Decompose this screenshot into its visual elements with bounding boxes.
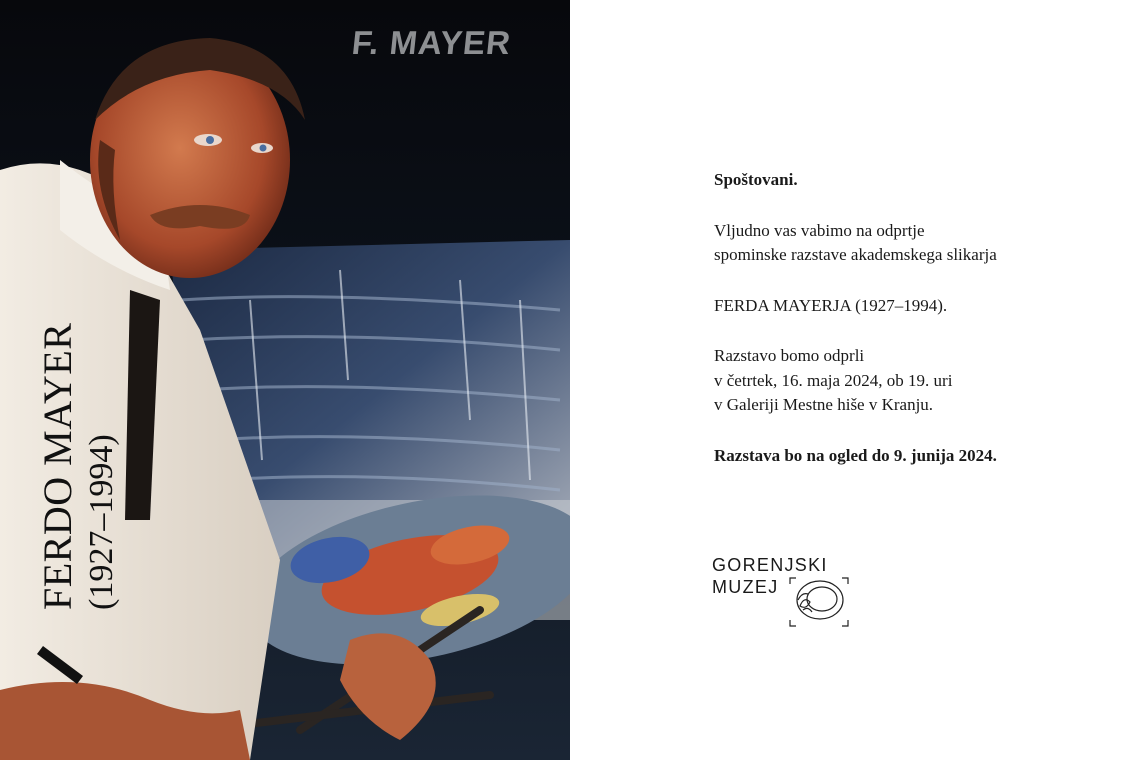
logo-line-1: GORENJSKI	[712, 555, 828, 575]
greeting: Spoštovani.	[714, 170, 798, 189]
artist-name: FERDO MAYER	[35, 322, 80, 610]
invitation-text	[714, 168, 1114, 468]
artist-years: (1927–1994)	[83, 434, 120, 610]
artist-title	[35, 190, 122, 610]
artist-line: FERDA MAYERJA (1927–1994).	[714, 295, 948, 315]
closing-line: Razstava bo na ogled do 9. junija 2024.	[714, 445, 997, 465]
opening-line-1: Razstavo bomo odprli	[714, 346, 865, 365]
logo-line-2: MUZEJ	[712, 577, 779, 597]
ring-emblem-icon	[788, 576, 850, 628]
opening-line-3: v Galeriji Mestne hiše v Kranju.	[714, 395, 934, 414]
opening-line-2: v četrtek, 16. maja 2024, ob 19. uri	[714, 370, 953, 390]
intro-line-1: Vljudno vas vabimo na odprtje	[714, 220, 925, 240]
signature: F. MAYER	[350, 24, 513, 61]
museum-logo	[712, 554, 852, 630]
intro-line-2: spominske razstave akademskega slikarja	[714, 245, 997, 264]
